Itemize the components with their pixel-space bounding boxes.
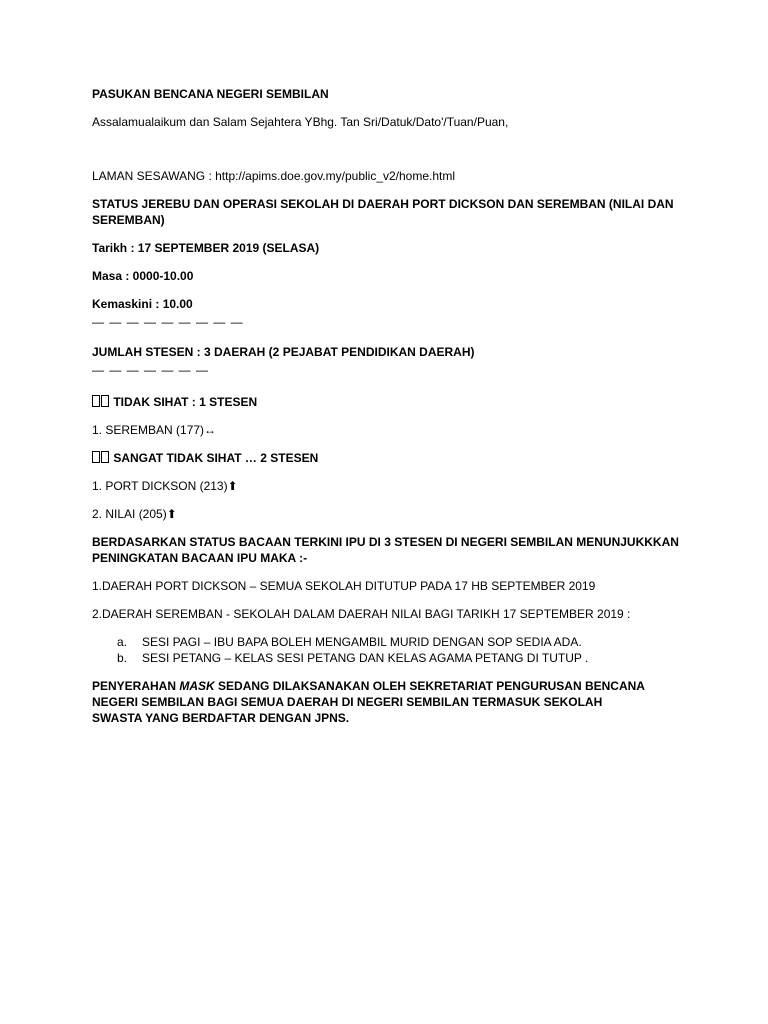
- document-page: [92, 86, 692, 738]
- divider-long: — — — — — — — — —: [92, 315, 244, 329]
- stations-line: JUMLAH STESEN : 3 DAERAH (2 PEJABAT PENDIDIKAN DAERAH): [92, 345, 475, 359]
- list-item-text: SESI PAGI – IBU BAPA BOLEH MENGAMBIL MURID DENGAN SOP SEDIA ADA.: [142, 635, 582, 649]
- closing-rest: SEDANG DILAKSANAKAN OLEH SEKRETARIAT PENGURUSAN BENCANA NEGERI SEMBILAN BAGI SEMUA DAERAH DI NEGERI SEMBILAN TERMASUK SEKOLAH SWASTA YANG BERDAFTAR DENGAN JPNS.: [92, 679, 645, 725]
- closing-italic-word: MASK: [179, 679, 215, 693]
- basis-paragraph: BERDASARKAN STATUS BACAAN TERKINI IPU DI 3 STESEN DI NEGERI SEMBILAN MENUNJUKKKAN PENINGKATAN BACAAN IPU MAKA :-: [92, 535, 679, 565]
- missing-glyph-icon: [92, 395, 110, 409]
- list-item: [117, 634, 692, 650]
- closing-paragraph: [92, 678, 652, 726]
- very-unhealthy-item: 2. NILAI (205)⬆: [92, 507, 177, 521]
- very-unhealthy-item: 1. PORT DICKSON (213)⬆: [92, 479, 238, 493]
- closing-prefix: PENYERAHAN: [92, 679, 180, 693]
- date-line: Tarikh : 17 SEPTEMBER 2019 (SELASA): [92, 241, 320, 255]
- very-unhealthy-heading-text: SANGAT TIDAK SIHAT … 2 STESEN: [113, 451, 319, 465]
- list-marker: b.: [117, 651, 128, 665]
- session-list: [92, 634, 692, 666]
- org-heading: PASUKAN BENCANA NEGERI SEMBILAN: [92, 87, 329, 101]
- status-title: STATUS JEREBU DAN OPERASI SEKOLAH DI DAERAH PORT DICKSON DAN SEREMBAN (NILAI DAN SEREMBAN): [92, 197, 674, 227]
- blank-line: [92, 142, 692, 168]
- missing-glyph-icon: [92, 451, 110, 465]
- website-line: LAMAN SESAWANG : http://apims.doe.gov.my/public_v2/home.html: [92, 169, 456, 183]
- list-marker: a.: [117, 635, 128, 649]
- greeting-text: Assalamualaikum dan Salam Sejahtera YBhg. Tan Sri/Datuk/Dato'/Tuan/Puan,: [92, 115, 509, 129]
- unhealthy-item: 1. SEREMBAN (177)↔: [92, 423, 217, 437]
- list-item: [117, 650, 692, 666]
- updated-line: Kemaskini : 10.00: [92, 297, 193, 311]
- very-unhealthy-heading: [92, 450, 692, 466]
- divider-short: — — — — — — —: [92, 363, 210, 377]
- unhealthy-heading: [92, 394, 692, 410]
- district-seremban: 2.DAERAH SEREMBAN - SEKOLAH DALAM DAERAH NILAI BAGI TARIKH 17 SEPTEMBER 2019 :: [92, 607, 631, 621]
- district-port-dickson: 1.DAERAH PORT DICKSON – SEMUA SEKOLAH DITUTUP PADA 17 HB SEPTEMBER 2019: [92, 579, 596, 593]
- list-item-text: SESI PETANG – KELAS SESI PETANG DAN KELAS AGAMA PETANG DI TUTUP .: [142, 651, 589, 665]
- time-line: Masa : 0000-10.00: [92, 269, 194, 283]
- unhealthy-heading-text: TIDAK SIHAT : 1 STESEN: [113, 395, 258, 409]
